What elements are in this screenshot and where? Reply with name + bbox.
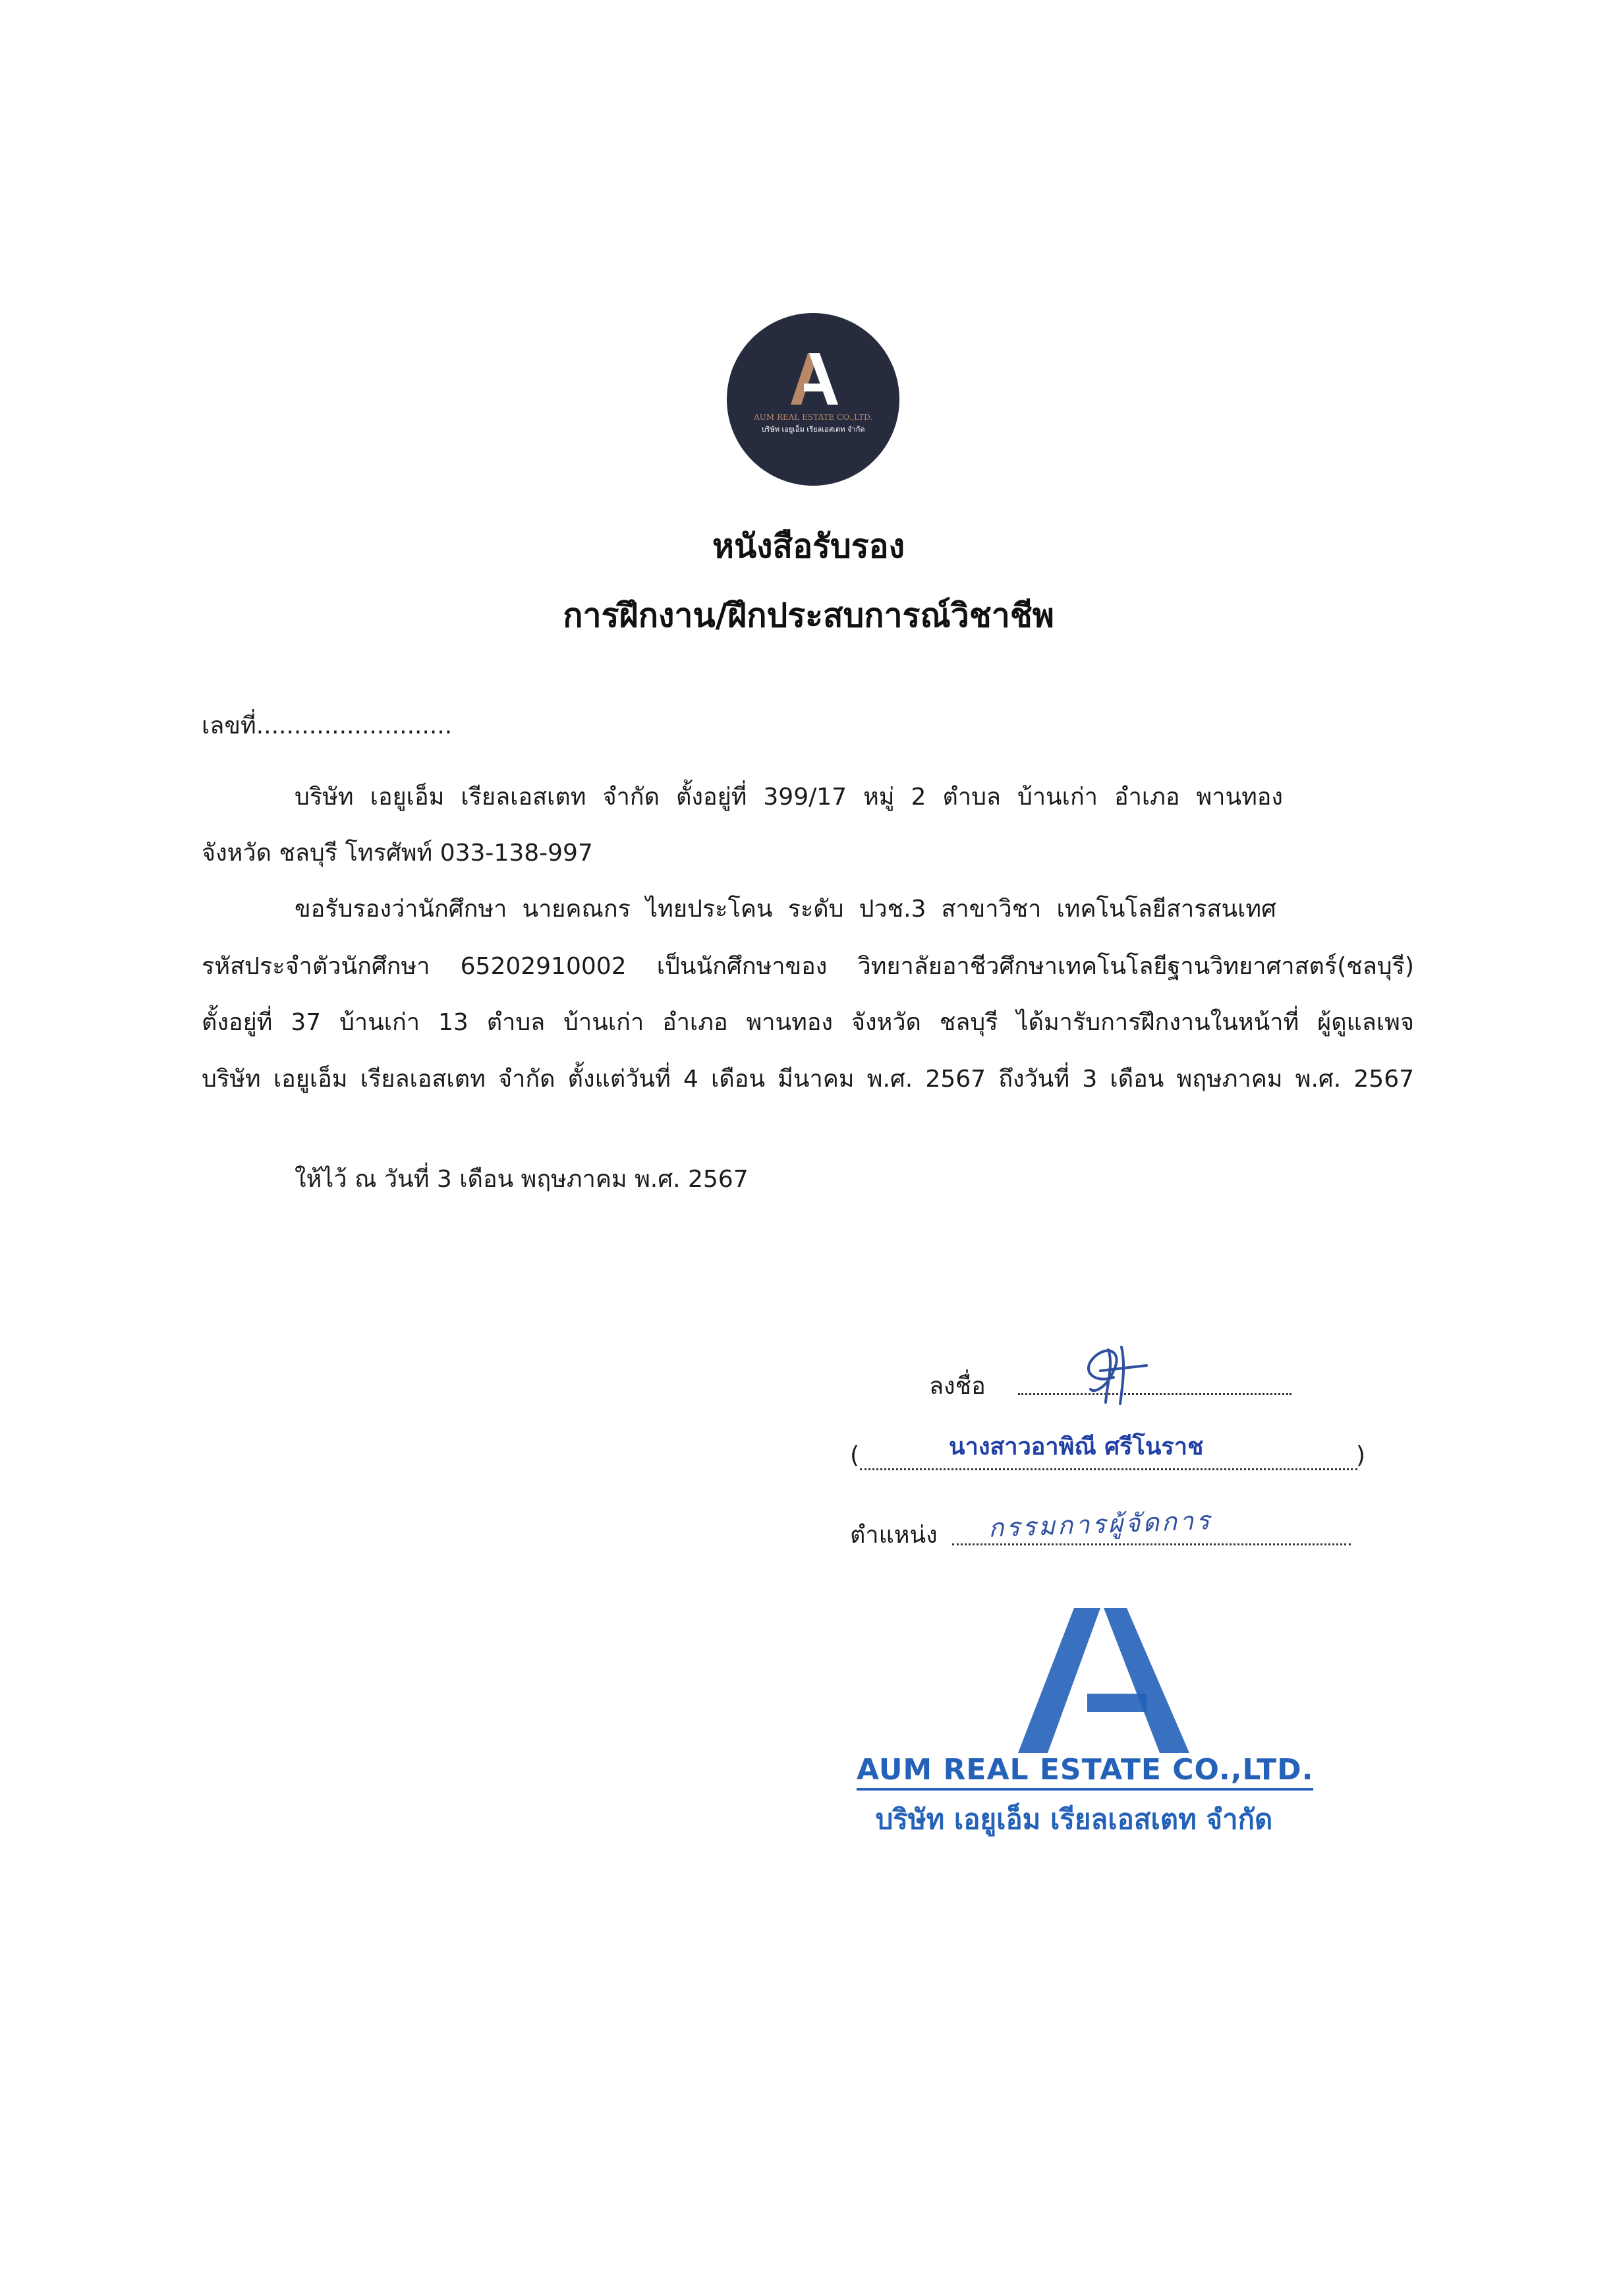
paragraph2-line3: ตั้งอยู่ที่ 37 บ้านเก่า 13 ตำบล บ้านเก่า อำเภอ พานทอง จังหวัด ชลบุรี ได้มารับการฝึกงานในหน้าที่ ผู้ดูแลเพจ <box>202 1009 1414 1036</box>
stamp-logo-icon <box>1011 1595 1196 1760</box>
paragraph2-line4: บริษัท เอยูเอ็ม เรียลเอสเตท จำกัด ตั้งแต่วันที่ 4 เดือน มีนาคม พ.ศ. 2567 ถึงวันที่ 3 เดือน พฤษภาคม พ.ศ. 2567 <box>202 1066 1415 1093</box>
signature-scribble <box>1067 1338 1166 1410</box>
stamp-company-en <box>857 1753 1314 1787</box>
open-paren: ( <box>850 1442 860 1469</box>
company-logo-badge <box>726 312 900 486</box>
name-dotted-line <box>860 1468 1357 1470</box>
document-number: เลขที่.......................... <box>202 712 453 739</box>
paragraph1-line2: จังหวัด ชลบุรี โทรศัพท์ 033-138-997 <box>202 840 593 867</box>
position-handwritten: กรรมการผู้จัดการ <box>988 1506 1213 1543</box>
stamp-company-th: บริษัท เอยูเอ็ม เรียลเอสเตท จำกัด <box>875 1803 1273 1835</box>
close-paren: ) <box>1356 1442 1366 1469</box>
position-label: ตำแหน่ง <box>850 1522 938 1549</box>
signature-ink <box>1089 1347 1147 1404</box>
signatory-name: นางสาวอาพิณี ศรีโนราช <box>949 1433 1204 1460</box>
sign-label: ลงชื่อ <box>929 1373 986 1400</box>
paragraph2-line2: รหัสประจำตัวนักศึกษา 65202910002 เป็นนักศึกษาของ วิทยาลัยอาชีวศึกษาเทคโนโลยีฐานวิทยาศาสตร์(ชลบุรี) <box>202 953 1414 980</box>
logo-letter-bar <box>804 384 828 391</box>
given-date: ให้ไว้ ณ วันที่ 3 เดือน พฤษภาคม พ.ศ. 2567 <box>295 1166 749 1193</box>
paragraph1-line1: บริษัท เอยูเอ็ม เรียลเอสเตท จำกัด ตั้งอยู่ที่ 399/17 หมู่ 2 ตำบล บ้านเก่า อำเภอ พานทอง <box>295 784 1283 811</box>
company-logo <box>726 312 900 486</box>
stamp-company-en-text: AUM REAL ESTATE CO.,LTD. <box>857 1753 1313 1791</box>
logo-company-th: บริษัท เอยูเอ็ม เรียลเอสเตท จำกัด <box>761 425 865 434</box>
logo-company-en: AUM REAL ESTATE CO.,LTD. <box>754 413 872 422</box>
stamp-letter-bar <box>1087 1694 1147 1712</box>
logo-circle <box>727 313 899 486</box>
page-subtitle: การฝึกงาน/ฝึกประสบการณ์วิชาชีพ <box>563 596 1054 635</box>
stamp-letter-left <box>1018 1608 1100 1753</box>
page-title: หนังสือรับรอง <box>712 527 905 565</box>
paragraph2-line1: ขอรับรองว่านักศึกษา นายคณกร ไทยประโคน ระดับ ปวช.3 สาขาวิชา เทคโนโลยีสารสนเทศ <box>295 896 1276 923</box>
stamp-letter-right <box>1104 1608 1189 1753</box>
